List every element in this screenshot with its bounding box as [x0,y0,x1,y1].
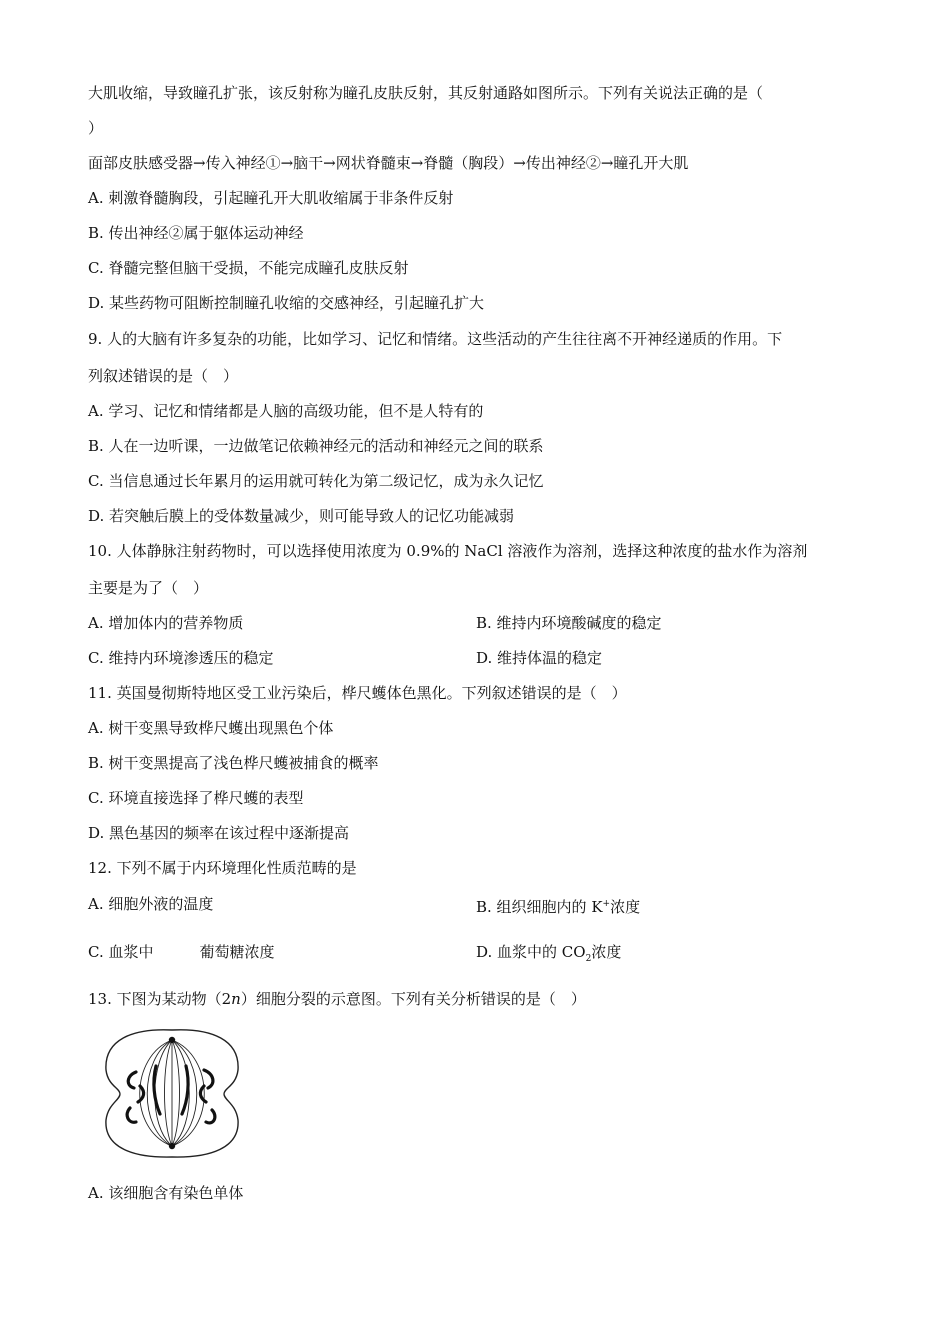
q12-option-a: A. 细胞外液的温度 [88,895,214,913]
q10-stem-2: 主要是为了（ ） [88,579,209,597]
q12-stem: 12. 下列不属于内环境理化性质范畴的是 [88,859,357,877]
q10-option-b: B. 维持内环境酸碱度的稳定 [476,614,662,632]
spindle-fibers [140,1040,205,1146]
q11-stem: 11. 英国曼彻斯特地区受工业污染后，桦尺蠖体色黑化。下列叙述错误的是（ ） [88,684,627,702]
q10-option-c: C. 维持内环境渗透压的稳定 [88,649,274,667]
q9-option-c: C. 当信息通过长年累月的运用就可转化为第二级记忆，成为永久记忆 [88,472,544,490]
q11-option-a: A. 树干变黑导致桦尺蠖出现黑色个体 [88,719,334,737]
q11-option-c: C. 环境直接选择了桦尺蠖的表型 [88,789,304,807]
q12-option-b: B. 组织细胞内的 K+浓度 [476,898,641,916]
q8-option-c: C. 脊髓完整但脑干受损，不能完成瞳孔皮肤反射 [88,259,409,277]
q9-stem-1: 9. 人的大脑有许多复杂的功能，比如学习、记忆和情绪。这些活动的产生往往离不开神经递质的作用。下 [88,330,783,348]
q9-option-a: A. 学习、记忆和情绪都是人脑的高级功能，但不是人特有的 [88,402,484,420]
intro-line-2: ） [88,119,104,137]
q9-option-b: B. 人在一边听课，一边做笔记依赖神经元的活动和神经元之间的联系 [88,437,544,455]
q11-option-b: B. 树干变黑提高了浅色桦尺蠖被捕食的概率 [88,754,379,772]
q12-option-d: D. 血浆中的 $CO_2$浓度 [476,943,622,964]
reflex-pathway: 面部皮肤感受器→传入神经①→脑干→网状脊髓束→脊髓（胸段）→传出神经②→瞳孔开大肌 [88,154,689,172]
q10-option-a: A. 增加体内的营养物质 [88,614,244,632]
q10-option-d: D. 维持体温的稳定 [476,649,603,667]
q10-stem-1: 10. 人体静脉注射药物时，可以选择使用浓度为 0.9%的 NaCl 溶液作为溶剂，选择这种浓度的盐水作为溶剂 [88,542,808,560]
q11-option-d: D. 黑色基因的频率在该过程中逐渐提高 [88,824,350,842]
q13-option-a: A. 该细胞含有染色单体 [88,1184,244,1202]
q8-option-a: A. 刺激脊髓胸段，引起瞳孔开大肌收缩属于非条件反射 [88,189,454,207]
intro-line-1: 大肌收缩，导致瞳孔扩张，该反射称为瞳孔皮肤反射，其反射通路如图所示。下列有关说法正确的是（ [88,84,764,102]
cell-division-figure [100,1026,245,1161]
q12-option-c: C. 血浆中 葡萄糖浓度 [88,943,275,961]
q8-option-b: B. 传出神经②属于躯体运动神经 [88,224,304,242]
q8-option-d: D. 某些药物可阻断控制瞳孔收缩的交感神经，引起瞳孔扩大 [88,294,485,312]
q9-option-d: D. 若突触后膜上的受体数量减少，则可能导致人的记忆功能减弱 [88,507,515,525]
q13-stem: 13. 下图为某动物（2n）细胞分裂的示意图。下列有关分析错误的是（ ） [88,990,586,1008]
q9-stem-2: 列叙述错误的是（ ） [88,367,239,385]
